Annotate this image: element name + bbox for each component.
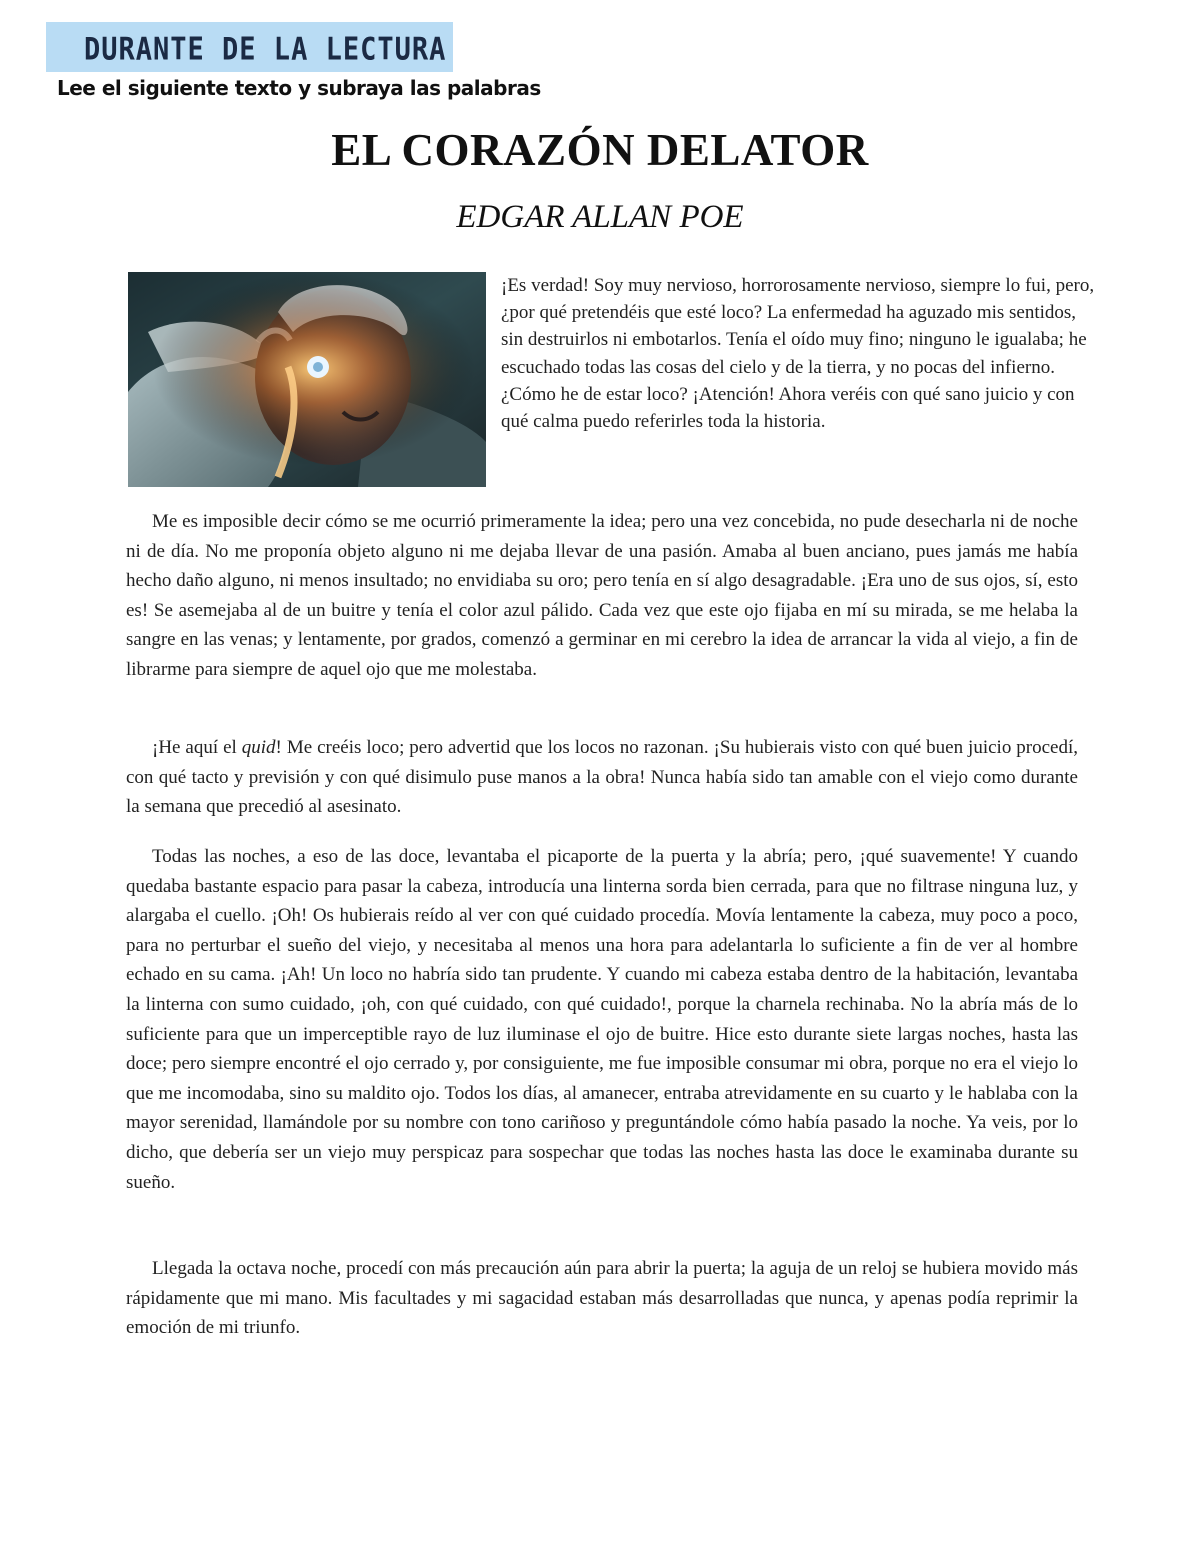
story-author: EDGAR ALLAN POE [456, 199, 744, 235]
intro-paragraph: ¡Es verdad! Soy muy nervioso, horrorosamente nervioso, siempre lo fui, pero, ¿por qué pretendéis que esté loco? La enfermedad ha aguzado mis sentidos, sin destruirlos ni embotarlos. Tenía el oído muy fino; ninguno le igualaba; he escuchado todas las cosas del cielo y de la tierra, y no pocas del infierno. ¿Cómo he de estar loco? ¡Atención! Ahora veréis con qué sano juicio y con qué calma puedo referirles toda la historia. [501, 275, 1095, 433]
paragraph-3: Todas las noches, a eso de las doce, levantaba el picaporte de la puerta y la abría; pero, ¡qué suavemente! Y cuando quedaba bastante espacio para pasar la cabeza, introducía una linterna sorda bien cerrada, para que no filtrase ninguna luz, y alargaba el cuello. ¡Oh! Os hubierais reído al ver con qué cuidado procedía. Movía lentamente la cabeza, muy poco a poco, para no perturbar el sueño del viejo, y necesitaba al menos una hora para adelantarla lo suficiente a fin de ver al hombre echado en su cama. ¡Ah! Un loco no habría sido tan prudente. Y cuando mi cabeza estaba dentro de la habitación, levantaba la linterna con sumo cuidado, ¡oh, con qué cuidado, con qué cuidado!, porque la charnela rechinaba. No la abría más de lo suficiente para que un imperceptible rayo de luz iluminase el ojo de buitre. Hice esto durante siete largas noches, hasta las doce; pero siempre encontré el ojo cerrado y, por consiguiente, me fue imposible consumar mi obra, porque no era el viejo lo que me incomodaba, sino su maldito ojo. Todos los días, al amanecer, entraba atrevidamente en su cuarto y le hablaba con la mayor serenidad, llamándole por su nombre con tono cariñoso y preguntándole cómo había pasado la noche. Ya veis, por lo dicho, que debería ser un viejo muy perspicaz para sospechar que todas las noches hasta las doce le examinaba durante su sueño. [126, 846, 1078, 1193]
instruction-text: Lee el siguiente texto y subraya las palabras [57, 76, 541, 100]
paragraph-4: Llegada la octava noche, procedí con más precaución aún para abrir la puerta; la aguja de un reloj se hubiera movido más rápidamente que mi mano. Mis facultades y mi sagacidad estaban más desarrolladas que nunca, y apenas podía reprimir la emoción de mi triunfo. [126, 1258, 1078, 1339]
section-banner [46, 22, 453, 72]
paragraph-2-rest: ! Me creéis loco; pero advertid que los locos no razonan. ¡Su hubierais visto con qué buen juicio procedí, con qué tacto y previsión y con qué disimulo puse manos a la obra! Nunca había sido tan amable con el viejo como durante la semana que precedió al asesinato. [126, 737, 1079, 818]
paragraph-1: Me es imposible decir cómo se me ocurrió primeramente la idea; pero una vez concebida, no pude desecharla ni de noche ni de día. No me proponía objeto alguno ni me dejaba llevar de una pasión. Amaba al buen anciano, pues jamás me había hecho daño alguno, ni menos insultado; no envidiaba su oro; pero tenía en sí algo desagradable. ¡Era uno de sus ojos, sí, esto es! Se asemejaba al de un buitre y tenía el color azul pálido. Cada vez que este ojo fijaba en mí su mirada, se me helaba la sangre en las venas; y lentamente, por grados, comenzó a germinar en mi cerebro la idea de arrancar la vida al viejo, a fin de librarme para siempre de aquel ojo que me molestaba. [126, 511, 1078, 680]
section-label: DURANTE DE LA LECTURA [84, 32, 447, 68]
paragraph-2 [126, 733, 1078, 822]
story-title: EL CORAZÓN DELATOR [331, 125, 869, 175]
paragraph-2-start: ¡He aquí el [152, 737, 242, 758]
old-man-sleeping-illustration [128, 272, 486, 487]
quid-italic: quid [241, 737, 276, 758]
